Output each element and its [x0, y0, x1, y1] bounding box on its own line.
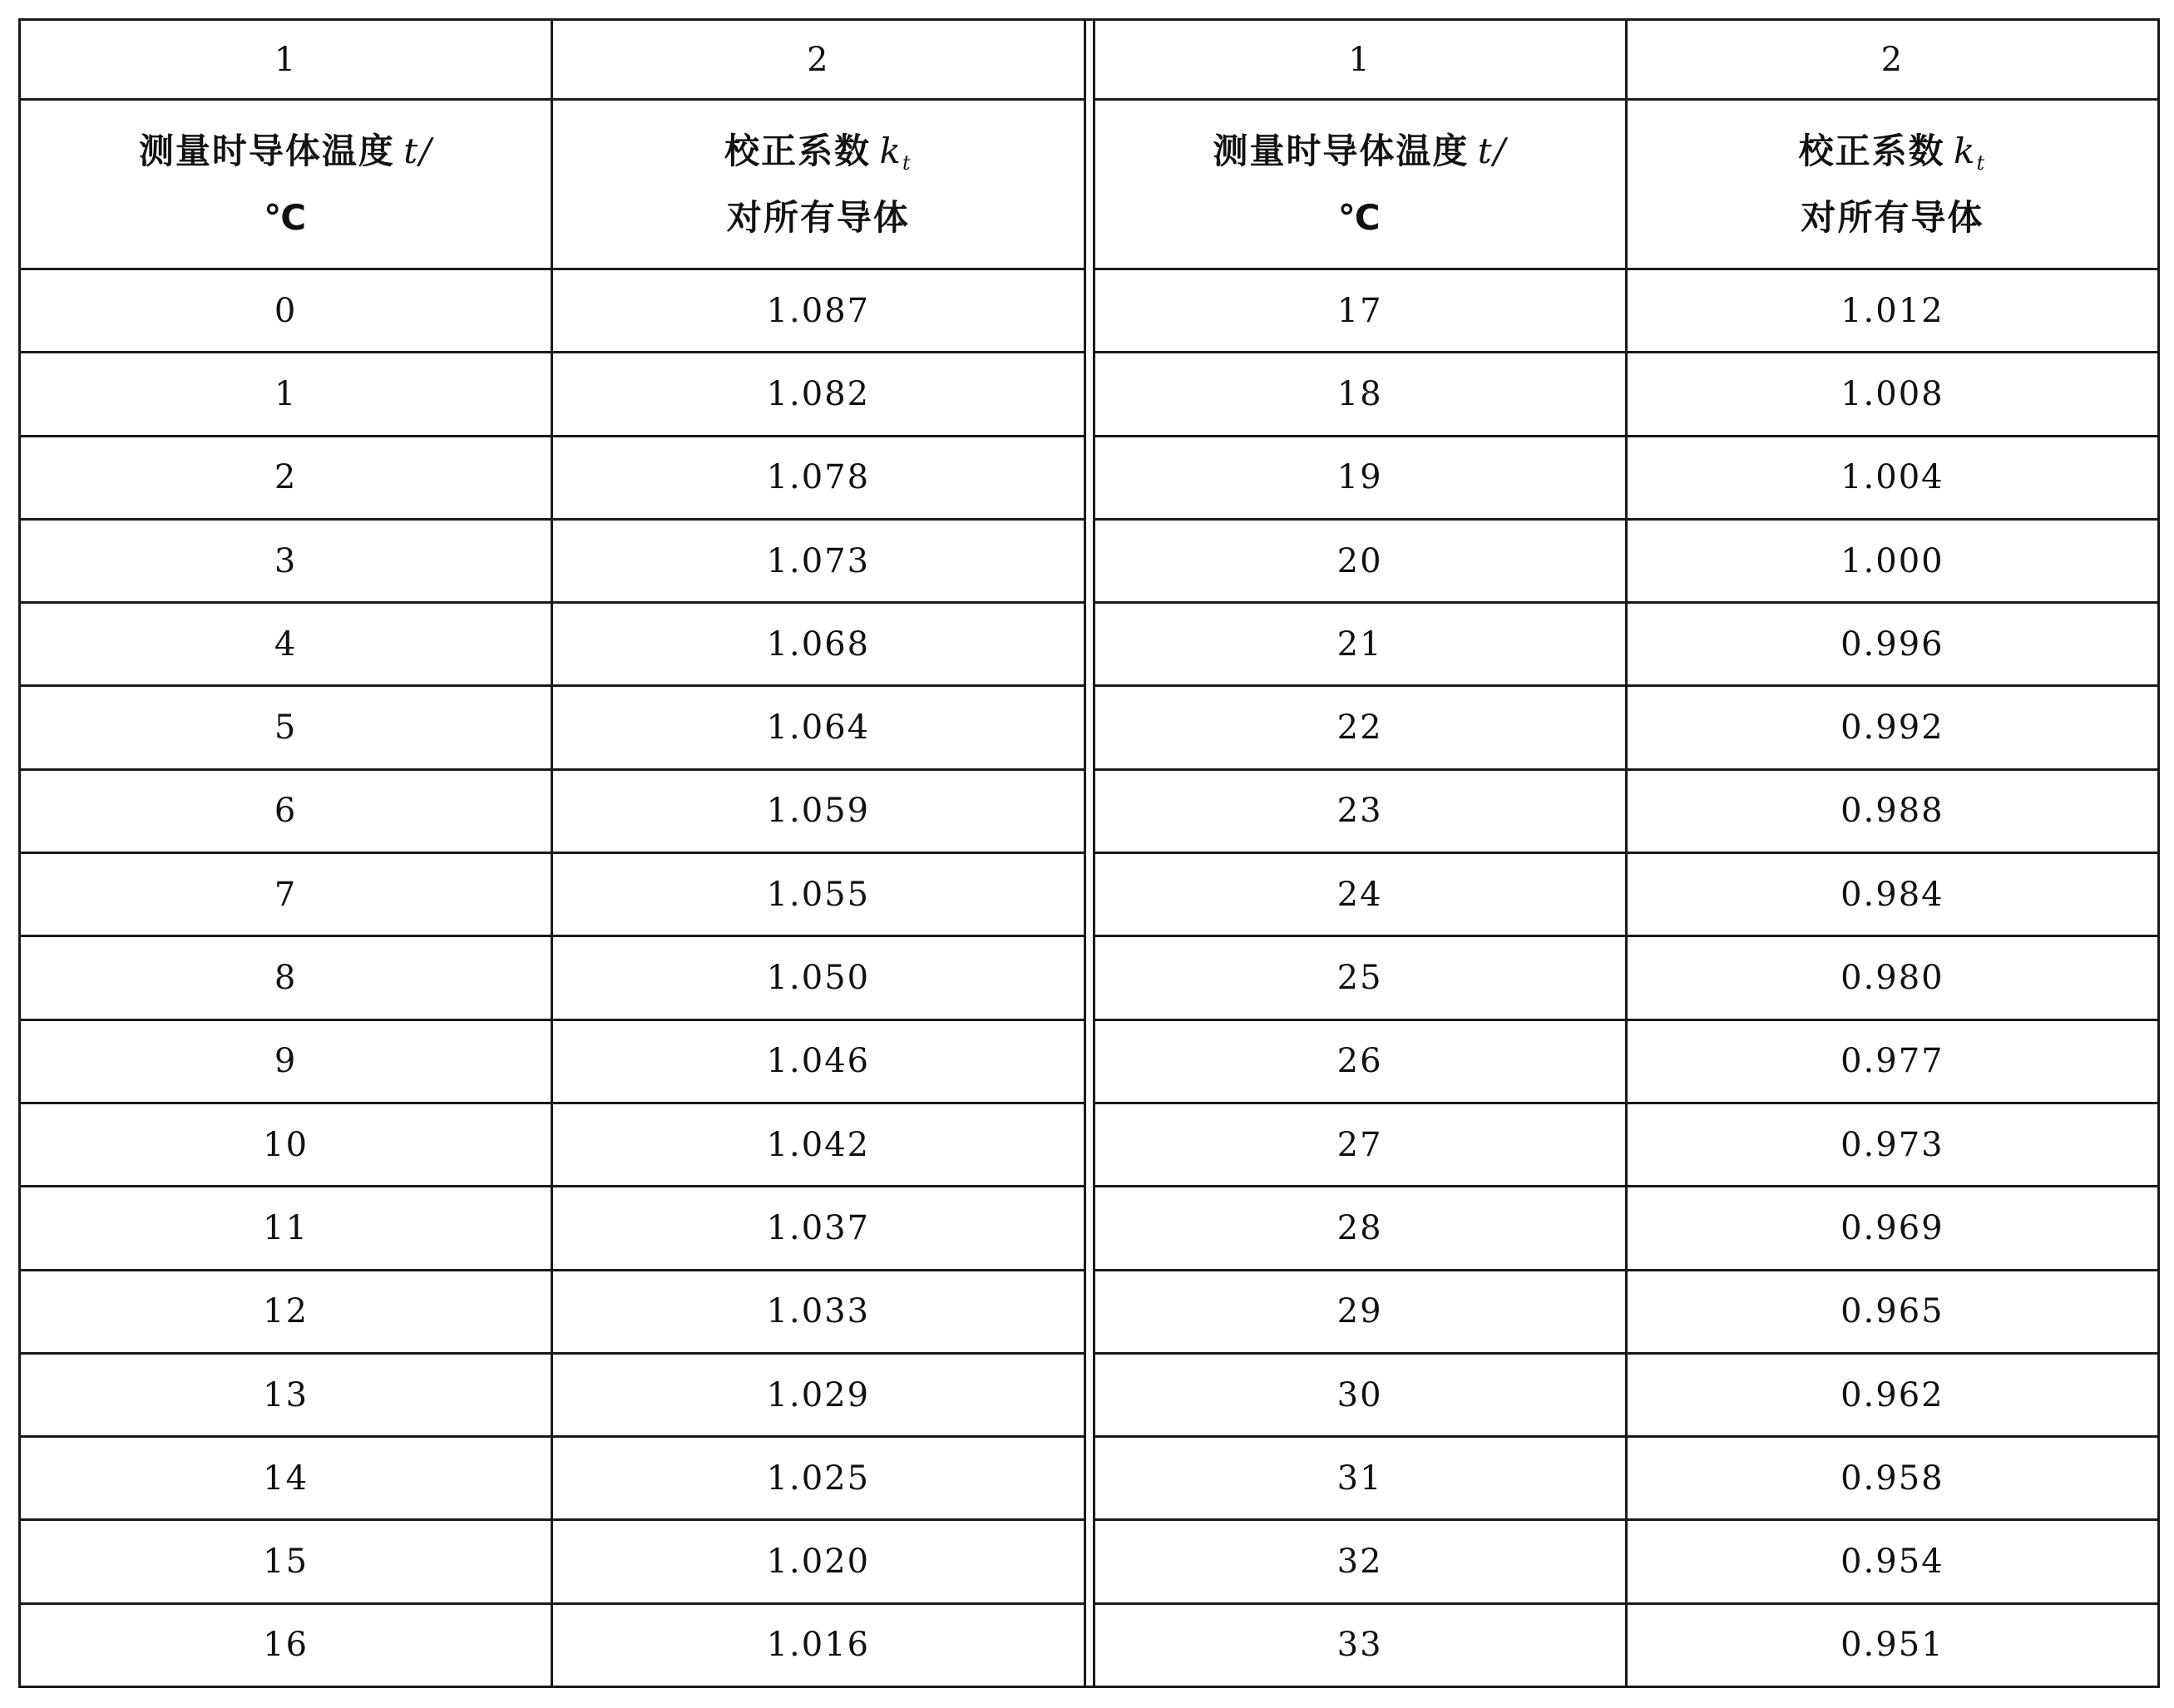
temperature-value: 24 — [1337, 875, 1383, 914]
table-row — [1095, 1271, 2158, 1355]
temperature-cell — [1095, 437, 1625, 518]
correction-factor-cell — [551, 1271, 1083, 1352]
table-row — [21, 353, 1084, 437]
table-row — [1095, 1021, 2158, 1104]
table-row — [21, 270, 1084, 353]
column-number: 1 — [1348, 40, 1371, 79]
column-number: 2 — [807, 40, 830, 79]
table-row — [21, 1187, 1084, 1271]
table-row — [1095, 937, 2158, 1020]
correction-factor-value: 1.055 — [766, 875, 871, 914]
header-slash: / — [1493, 130, 1507, 171]
table-row — [21, 1438, 1084, 1521]
correction-factor-cell — [1625, 937, 2157, 1018]
temperature-cell — [21, 521, 551, 601]
table-row — [1095, 854, 2158, 937]
table-row — [21, 854, 1084, 937]
column-number-cell — [1625, 21, 2157, 98]
temperature-value: 9 — [274, 1042, 298, 1081]
temperature-value: 19 — [1337, 458, 1383, 497]
temperature-header — [21, 101, 551, 268]
temperature-value: 8 — [274, 959, 298, 998]
correction-factor-table — [18, 18, 2160, 1688]
temperature-cell — [21, 771, 551, 852]
correction-factor-cell — [551, 1355, 1083, 1435]
temperature-cell — [1095, 771, 1625, 852]
correction-factor-header-text: 校正系数 — [724, 130, 872, 171]
table-row — [1095, 1605, 2158, 1686]
temperature-value: 14 — [263, 1459, 309, 1498]
correction-factor-cell — [1625, 270, 2157, 351]
correction-factor-subscript: t — [1976, 151, 1987, 175]
correction-factor-value: 1.012 — [1840, 291, 1944, 330]
table-row — [21, 1104, 1084, 1187]
temperature-value: 4 — [274, 624, 298, 664]
table-row — [21, 771, 1084, 854]
temperature-header-text: 测量时导体温度 — [138, 130, 395, 171]
temperature-cell — [21, 1187, 551, 1268]
column-number-cell — [1095, 21, 1625, 98]
temperature-value: 11 — [263, 1208, 309, 1247]
correction-factor-value: 1.042 — [766, 1125, 871, 1164]
temperature-unit: ℃ — [1337, 196, 1382, 238]
correction-factor-value: 0.988 — [1840, 792, 1944, 831]
correction-factor-cell — [1625, 1104, 2157, 1185]
temperature-value: 16 — [263, 1626, 309, 1665]
correction-factor-cell — [551, 1521, 1083, 1602]
correction-factor-value: 0.996 — [1840, 624, 1944, 664]
table-row — [21, 521, 1084, 604]
table-row — [21, 1355, 1084, 1438]
correction-factor-value: 0.980 — [1840, 959, 1944, 998]
correction-factor-value: 0.954 — [1840, 1543, 1944, 1582]
table-row — [1095, 687, 2158, 770]
correction-factor-cell — [551, 687, 1083, 768]
temperature-value: 30 — [1337, 1375, 1383, 1414]
column-number: 1 — [274, 40, 298, 79]
temperature-value: 26 — [1337, 1042, 1383, 1081]
temperature-cell — [1095, 1521, 1625, 1602]
temperature-header — [1095, 101, 1625, 268]
correction-factor-cell — [1625, 521, 2157, 601]
temperature-value: 12 — [263, 1292, 309, 1331]
temperature-cell — [21, 1438, 551, 1518]
table-row — [21, 687, 1084, 770]
temperature-cell — [1095, 270, 1625, 351]
table-row — [21, 437, 1084, 521]
temperature-cell — [21, 270, 551, 351]
correction-factor-cell — [1625, 604, 2157, 684]
correction-factor-cell — [551, 270, 1083, 351]
table-row — [1095, 1438, 2158, 1521]
temperature-symbol: t — [1477, 130, 1494, 171]
temperature-cell — [21, 1021, 551, 1102]
table-right-half — [1093, 21, 2158, 1686]
correction-factor-cell — [1625, 1438, 2157, 1518]
table-row — [1095, 521, 2158, 604]
temperature-value: 23 — [1337, 792, 1383, 831]
column-number-cell — [21, 21, 551, 98]
correction-factor-value: 0.962 — [1840, 1375, 1944, 1414]
temperature-header-line1 — [139, 118, 432, 185]
header-row — [1095, 101, 2158, 270]
temperature-value: 5 — [274, 708, 298, 748]
temperature-cell — [1095, 687, 1625, 768]
temperature-symbol: t — [403, 130, 420, 171]
table-row — [1095, 1104, 2158, 1187]
correction-factor-value: 1.029 — [766, 1375, 871, 1414]
correction-factor-value: 1.073 — [766, 541, 871, 580]
temperature-cell — [1095, 1605, 1625, 1686]
correction-factor-cell — [1625, 1605, 2157, 1686]
temperature-value: 0 — [274, 291, 298, 330]
correction-factor-header-text: 校正系数 — [1798, 130, 1945, 171]
correction-factor-value: 0.958 — [1840, 1459, 1944, 1498]
temperature-value: 1 — [274, 374, 298, 413]
correction-factor-value: 0.969 — [1840, 1208, 1944, 1247]
table-row — [1095, 1187, 2158, 1271]
correction-factor-value: 0.965 — [1840, 1292, 1944, 1331]
table-row — [1095, 771, 2158, 854]
temperature-cell — [21, 1605, 551, 1686]
temperature-value: 10 — [263, 1125, 309, 1164]
correction-factor-cell — [1625, 1187, 2157, 1268]
correction-factor-value: 1.016 — [766, 1626, 871, 1665]
correction-factor-value: 0.973 — [1840, 1125, 1944, 1164]
correction-factor-header-line1 — [1799, 118, 1987, 185]
temperature-value: 13 — [263, 1375, 309, 1414]
temperature-cell — [1095, 521, 1625, 601]
temperature-value: 18 — [1337, 374, 1383, 413]
correction-factor-header-line2: 对所有导体 — [1801, 196, 1984, 238]
temperature-value: 3 — [274, 541, 298, 580]
temperature-value: 32 — [1337, 1543, 1383, 1582]
correction-factor-value: 1.050 — [766, 959, 871, 998]
temperature-cell — [1095, 1438, 1625, 1518]
table-row — [21, 1021, 1084, 1104]
temperature-cell — [1095, 937, 1625, 1018]
correction-factor-value: 1.025 — [766, 1459, 871, 1498]
temperature-value: 17 — [1337, 291, 1383, 330]
correction-factor-header — [551, 101, 1083, 268]
correction-factor-cell — [551, 604, 1083, 684]
temperature-cell — [21, 1355, 551, 1435]
temperature-cell — [1095, 1104, 1625, 1185]
correction-factor-cell — [551, 353, 1083, 434]
temperature-value: 20 — [1337, 541, 1383, 580]
table-row — [21, 1521, 1084, 1604]
temperature-cell — [21, 937, 551, 1018]
temperature-cell — [1095, 353, 1625, 434]
correction-factor-header-line2: 对所有导体 — [726, 196, 910, 238]
correction-factor-cell — [1625, 353, 2157, 434]
temperature-cell — [1095, 1271, 1625, 1352]
temperature-value: 6 — [274, 792, 298, 831]
table-row — [1095, 437, 2158, 521]
correction-factor-value: 1.000 — [1840, 541, 1944, 580]
correction-factor-value: 0.951 — [1840, 1626, 1944, 1665]
table-row — [21, 937, 1084, 1020]
correction-factor-value: 1.082 — [766, 374, 871, 413]
column-number-row — [1095, 21, 2158, 101]
correction-factor-value: 1.046 — [766, 1042, 871, 1081]
temperature-cell — [21, 854, 551, 935]
temperature-cell — [21, 353, 551, 434]
temperature-cell — [21, 604, 551, 684]
temperature-cell — [21, 437, 551, 518]
correction-factor-cell — [551, 1438, 1083, 1518]
correction-factor-header-line1 — [724, 118, 912, 185]
table-row — [1095, 1355, 2158, 1438]
correction-factor-value: 1.068 — [766, 624, 871, 664]
temperature-cell — [21, 1271, 551, 1352]
correction-factor-symbol: k — [1954, 130, 1977, 171]
correction-factor-cell — [551, 937, 1083, 1018]
correction-factor-value: 1.064 — [766, 708, 871, 748]
temperature-value: 33 — [1337, 1626, 1383, 1665]
correction-factor-cell — [551, 1104, 1083, 1185]
table-row — [1095, 270, 2158, 353]
correction-factor-cell — [1625, 1355, 2157, 1435]
correction-factor-cell — [551, 1605, 1083, 1686]
temperature-value: 15 — [263, 1543, 309, 1582]
table-row — [21, 604, 1084, 687]
temperature-cell — [1095, 854, 1625, 935]
correction-factor-cell — [551, 771, 1083, 852]
temperature-unit: ℃ — [264, 196, 309, 238]
temperature-value: 25 — [1337, 959, 1383, 998]
correction-factor-cell — [551, 437, 1083, 518]
correction-factor-value: 1.087 — [766, 291, 871, 330]
correction-factor-cell — [551, 1021, 1083, 1102]
temperature-header-text: 测量时导体温度 — [1213, 130, 1470, 171]
temperature-cell — [1095, 1021, 1625, 1102]
correction-factor-value: 1.008 — [1840, 374, 1944, 413]
correction-factor-value: 0.984 — [1840, 875, 1944, 914]
correction-factor-value: 0.992 — [1840, 708, 1944, 748]
header-slash: / — [419, 130, 433, 171]
temperature-value: 21 — [1337, 624, 1383, 664]
column-number: 2 — [1880, 40, 1905, 79]
temperature-value: 28 — [1337, 1208, 1383, 1247]
correction-factor-cell — [551, 521, 1083, 601]
correction-factor-subscript: t — [902, 151, 912, 175]
correction-factor-cell — [1625, 1521, 2157, 1602]
correction-factor-cell — [1625, 1271, 2157, 1352]
temperature-cell — [21, 687, 551, 768]
temperature-cell — [1095, 1355, 1625, 1435]
table-row — [1095, 353, 2158, 437]
table-row — [21, 1605, 1084, 1686]
table-left-half — [21, 21, 1086, 1686]
temperature-value: 31 — [1337, 1459, 1383, 1498]
temperature-cell — [1095, 604, 1625, 684]
table-row — [1095, 604, 2158, 687]
correction-factor-header — [1625, 101, 2157, 268]
table-row — [1095, 1521, 2158, 1604]
temperature-cell — [21, 1104, 551, 1185]
correction-factor-value: 1.037 — [766, 1208, 871, 1247]
temperature-value: 2 — [274, 458, 298, 497]
correction-factor-value: 1.020 — [766, 1543, 871, 1582]
correction-factor-value: 1.004 — [1840, 458, 1944, 497]
correction-factor-cell — [1625, 1021, 2157, 1102]
temperature-value: 22 — [1337, 708, 1383, 748]
temperature-value: 27 — [1337, 1125, 1383, 1164]
correction-factor-cell — [1625, 854, 2157, 935]
table-row — [21, 1271, 1084, 1355]
column-number-cell — [551, 21, 1083, 98]
correction-factor-value: 1.033 — [766, 1292, 871, 1331]
correction-factor-cell — [551, 854, 1083, 935]
column-number-row — [21, 21, 1084, 101]
correction-factor-value: 1.078 — [766, 458, 871, 497]
correction-factor-cell — [1625, 687, 2157, 768]
temperature-header-line1 — [1213, 118, 1506, 185]
temperature-value: 7 — [274, 875, 298, 914]
correction-factor-cell — [1625, 437, 2157, 518]
correction-factor-cell — [1625, 771, 2157, 852]
temperature-value: 29 — [1337, 1292, 1383, 1331]
correction-factor-cell — [551, 1187, 1083, 1268]
correction-factor-value: 1.059 — [766, 792, 871, 831]
correction-factor-symbol: k — [879, 130, 902, 171]
temperature-cell — [21, 1521, 551, 1602]
temperature-cell — [1095, 1187, 1625, 1268]
correction-factor-value: 0.977 — [1840, 1042, 1944, 1081]
header-row — [21, 101, 1084, 270]
